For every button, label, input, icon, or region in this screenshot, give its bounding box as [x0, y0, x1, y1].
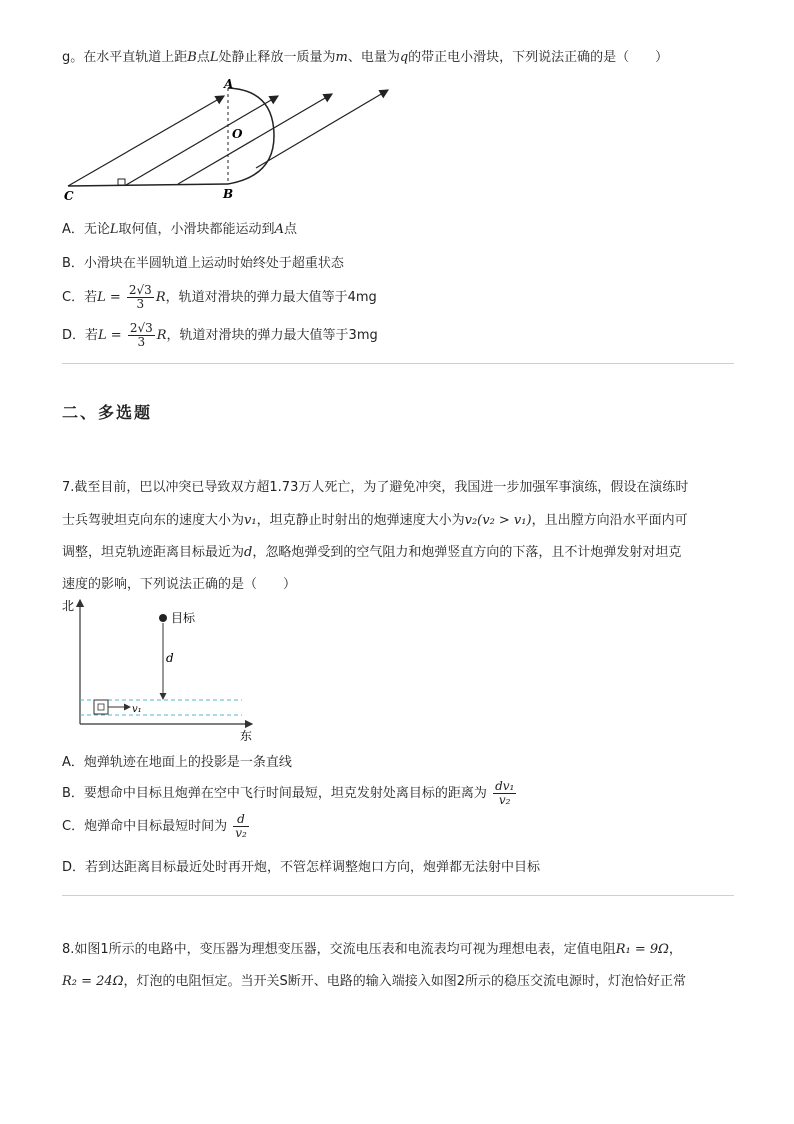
q7-line3-d: d: [244, 545, 253, 560]
q7-option-B-den: v₂: [498, 793, 511, 807]
tank-icon: [94, 700, 108, 714]
north-label: 北: [62, 599, 75, 613]
q8-line1: [62, 938, 682, 957]
label-O: O: [232, 127, 243, 141]
q6-stem-q: q: [399, 50, 409, 65]
divider-2: [62, 895, 734, 896]
slider-block: [118, 179, 125, 185]
q8-line1-R1: R₁ = 9Ω: [615, 942, 669, 957]
field-line-3: [178, 94, 332, 184]
q6-option-C-suffix: ，轨道对滑块的弹力最大值等于4mg: [165, 290, 377, 305]
q7-option-C-num: d: [233, 813, 249, 827]
q6-option-D-num: 2√3: [129, 320, 153, 335]
q6-option-D-den: 3: [137, 335, 146, 349]
target-dot: [159, 614, 167, 622]
q7-line2-c: ，且出膛方向沿水平面内可: [531, 513, 688, 528]
q6-stem-mid2: 处静止释放一质量为: [218, 50, 336, 65]
q8-line2: [62, 970, 686, 989]
q7-line2-v1: v₁: [244, 513, 257, 528]
q7-line2: [62, 509, 688, 528]
q7-option-B-prefix: B．要想命中目标且炮弹在空中飞行时间最短，坦克发射处离目标的距离为: [62, 786, 487, 801]
target-label: 目标: [171, 611, 196, 625]
v1-label: v₁: [132, 704, 142, 715]
q7-line2-b: ，坦克静止时射出的炮弹速度大小为: [256, 513, 465, 528]
q7-option-C: [62, 807, 251, 847]
q7-line3-a: 调整，坦克轨迹距离目标最近为: [62, 545, 245, 560]
q6-stem-suffix: 的带正电小滑块，下列说法正确的是（ ）: [408, 50, 669, 65]
q7-line2-v2: v₂(v₂ > v₁): [464, 513, 532, 528]
q7-line3-b: ，忽略炮弹受到的空气阻力和炮弹竖直方向的下落，且不计炮弹发射对坦克: [252, 545, 682, 560]
q6-option-A-prefix: A．无论: [62, 222, 110, 237]
horizontal-track: [68, 184, 228, 186]
q6-stem-prefix: g。在水平直轨道上距: [62, 50, 188, 65]
q6-option-A-L: L: [109, 222, 119, 237]
q8-line1-a: 8.如图1所示的电路中，变压器为理想变压器，交流电压表和电流表均可视为理想电表，定值电阻: [62, 942, 616, 957]
q7-line2-a: 士兵驾驶坦克向东的速度大小为: [62, 513, 245, 528]
tank-turret: [98, 704, 104, 710]
q6-option-A-suffix: 点: [283, 222, 297, 237]
q6-stem-mid3: 、电量为: [347, 50, 400, 65]
q6-option-D-fraction: [128, 322, 155, 349]
q8-line1-b: ，: [668, 942, 682, 957]
q6-option-A-A: A: [274, 222, 284, 237]
q6-option-B: B．小滑块在半圆轨道上运动时始终处于超重状态: [62, 256, 344, 271]
q6-option-C: [62, 280, 377, 316]
q7-option-B-num: dv₁: [495, 778, 515, 793]
q6-option-C-math: L =: [97, 290, 121, 305]
q6-stem-mid1: 点: [196, 50, 210, 65]
q6-option-A-mid: 取何值，小滑块都能运动到: [118, 222, 275, 237]
q6-option-D: [62, 318, 378, 354]
q7-option-D: D．若到达距离目标最近处时再开炮，不管怎样调整炮口方向，炮弹都无法射中目标: [62, 860, 541, 875]
q6-option-C-R: R: [155, 290, 166, 305]
q6-stem-B: B: [187, 50, 197, 65]
q8-line2-a: ，灯泡的电阻恒定。当开关S断开、电路的输入端接入如图2所示的稳压交流电源时，灯泡恰好正常: [123, 974, 687, 989]
q7-figure: [60, 596, 260, 744]
field-line-4: [256, 90, 388, 168]
q6-stem-L: L: [209, 50, 219, 65]
q6-option-D-prefix: D．若: [62, 328, 99, 343]
q6-stem: [62, 46, 668, 65]
q6-option-C-prefix: C．若: [62, 290, 98, 305]
q7-option-C-fraction: [233, 813, 249, 840]
q7-line3: [62, 541, 681, 560]
q8-line2-R2: R₂ = 24Ω: [62, 974, 124, 989]
q6-stem-m: m: [335, 50, 348, 65]
q6-option-D-suffix: ，轨道对滑块的弹力最大值等于3mg: [166, 328, 378, 343]
q6-option-A: [62, 218, 297, 237]
divider-1: [62, 363, 734, 364]
q6-option-C-fraction: [127, 284, 154, 311]
q6-option-D-R: R: [156, 328, 167, 343]
q7-line1: 7.截至目前，巴以冲突已导致双方超1.73万人死亡，为了避免冲突，我国进一步加强军事演练，假设在演练时: [62, 480, 689, 495]
q7-option-A: A．炮弹轨迹在地面上的投影是一条直线: [62, 755, 292, 770]
q6-option-C-num: 2√3: [128, 282, 152, 297]
section-title: 二、多选题: [62, 403, 153, 422]
q7-option-B-fraction: [493, 780, 516, 807]
q7-option-C-prefix: C．炮弹命中目标最短时间为: [62, 819, 228, 834]
q6-figure: [60, 76, 400, 206]
distance-label: d: [166, 651, 174, 665]
q6-option-C-den: 3: [136, 297, 145, 311]
q6-option-D-math: L =: [98, 328, 122, 343]
q7-option-C-den: v₂: [235, 826, 247, 840]
label-A: A: [224, 77, 234, 91]
label-C: C: [64, 189, 74, 203]
east-label: 东: [240, 729, 253, 743]
q7-line4: 速度的影响，下列说法正确的是（ ）: [62, 577, 297, 592]
label-B: B: [223, 187, 234, 201]
